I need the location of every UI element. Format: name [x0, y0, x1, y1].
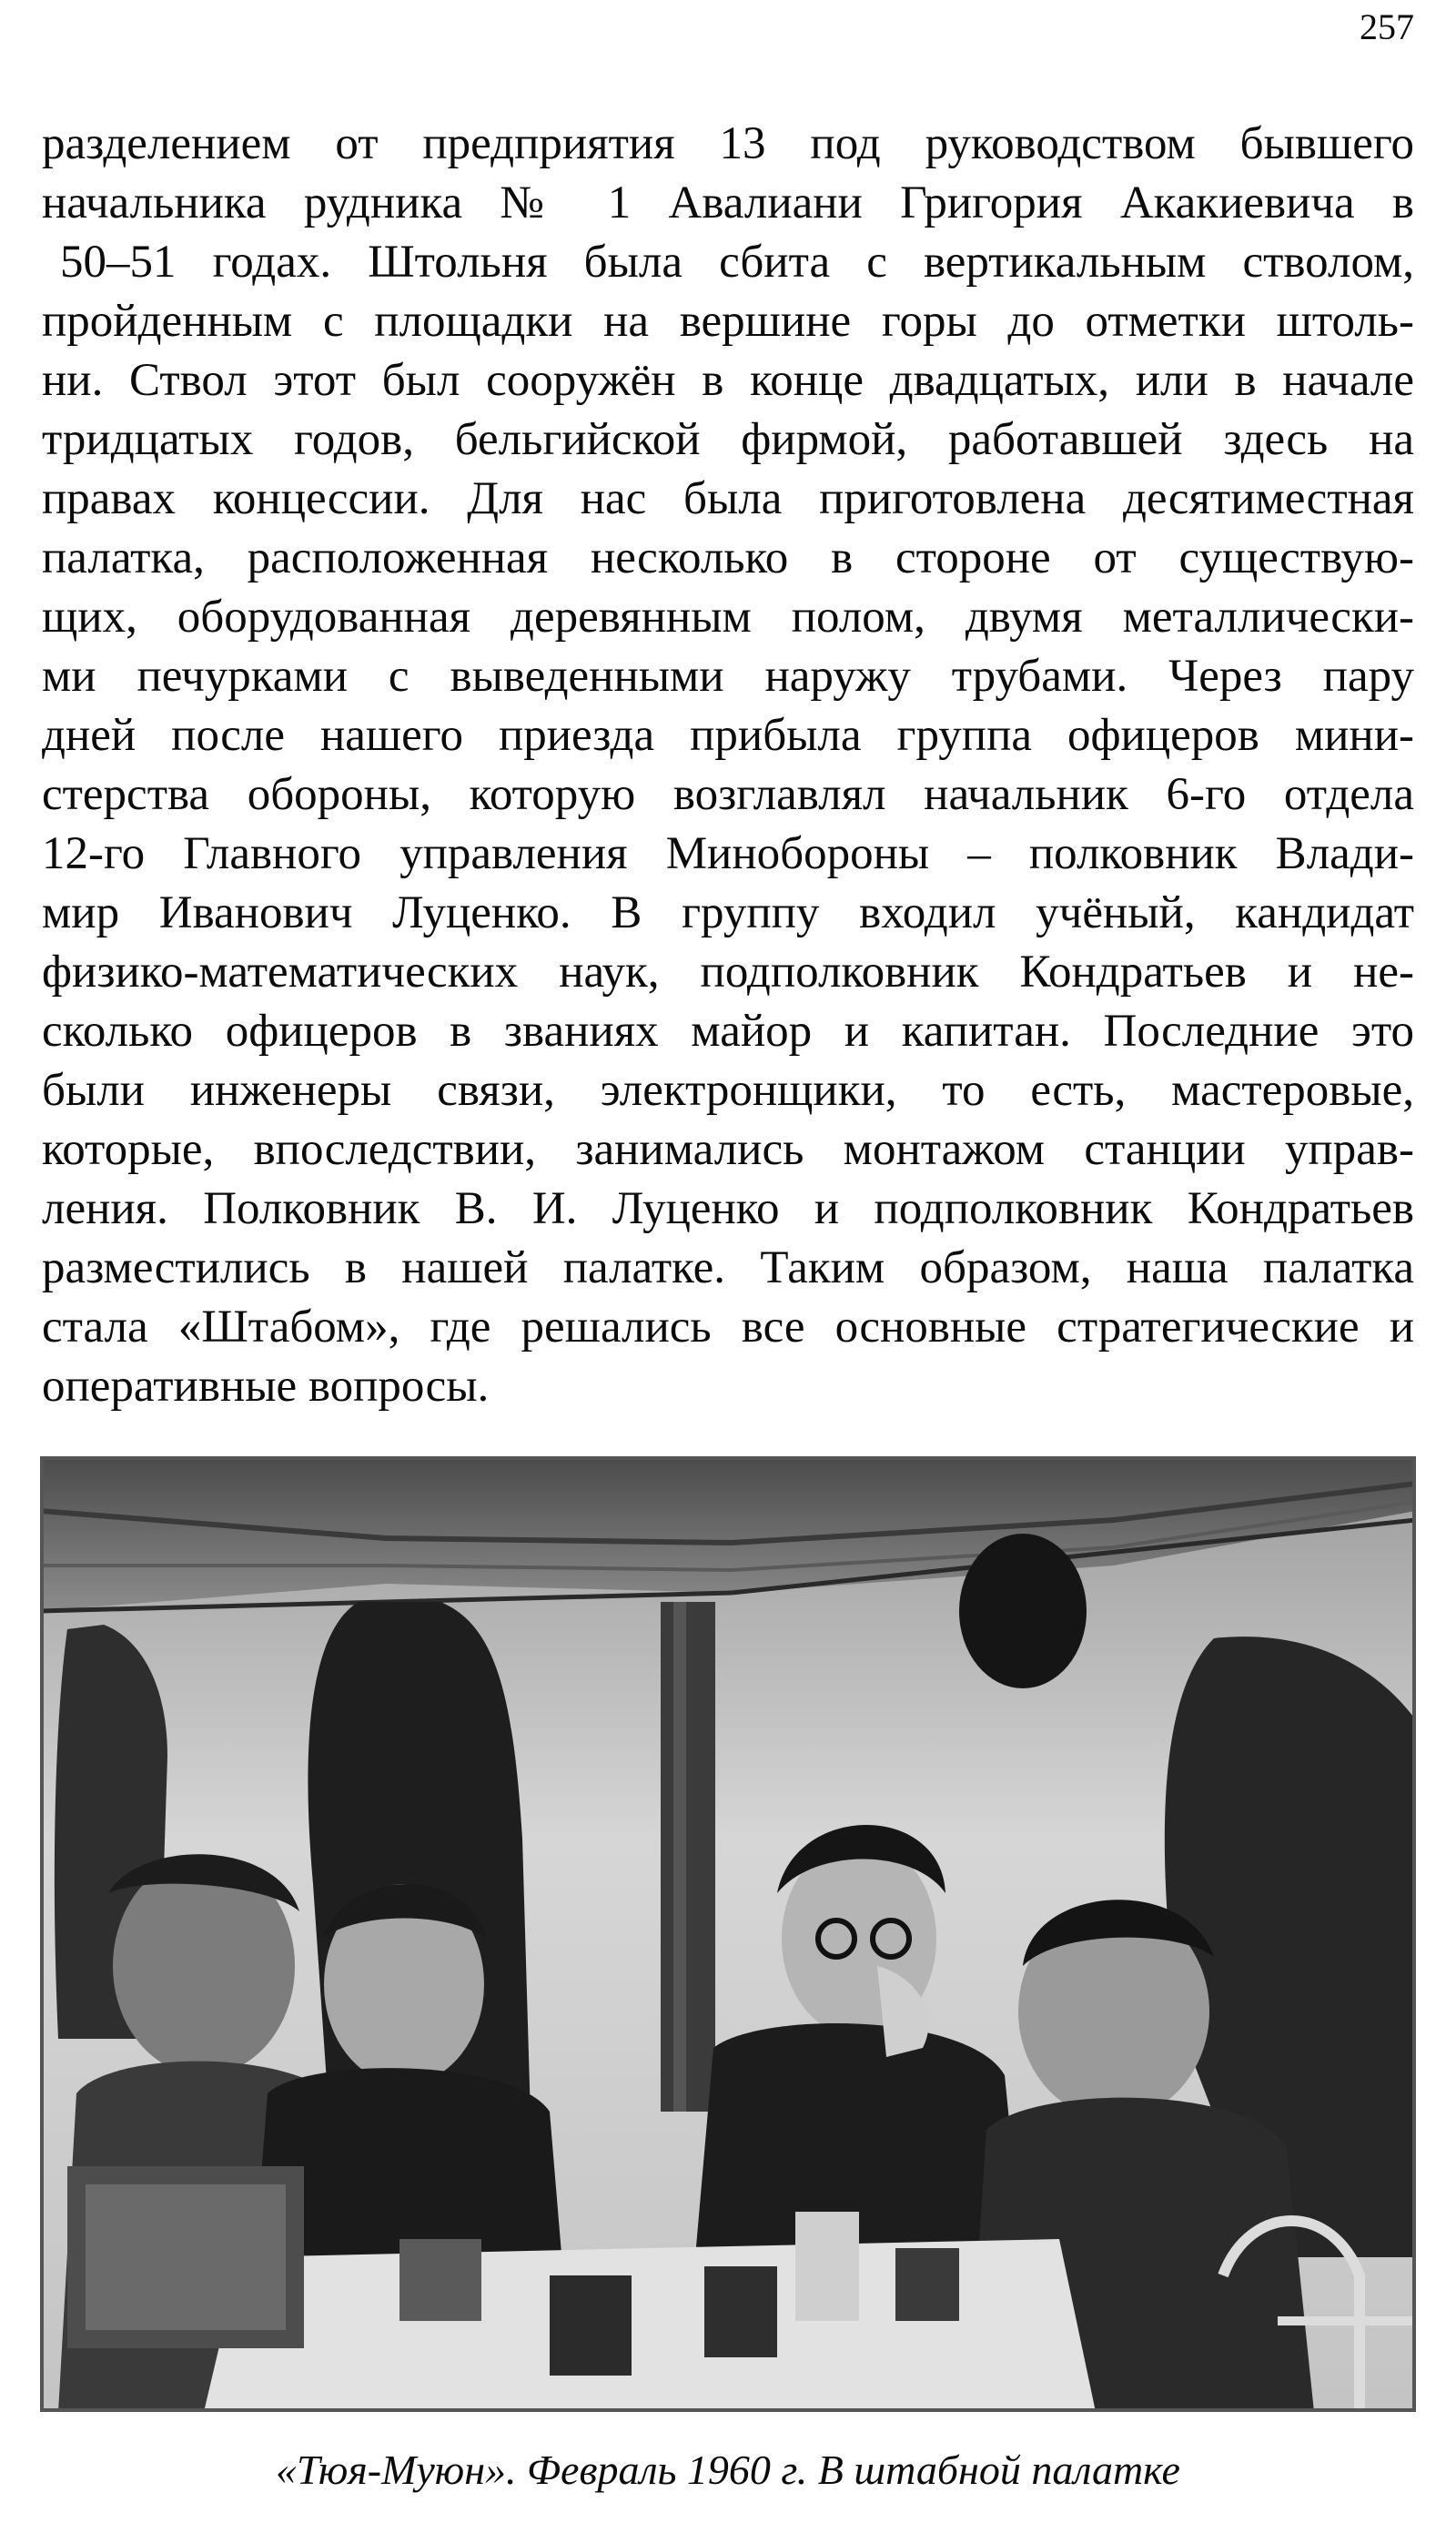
- text-line: стерства обороны, которую возглавлял начальник 6-го отдела: [42, 769, 1414, 820]
- text-line: палатка, расположенная несколько в стороне от существую-: [42, 532, 1414, 583]
- text-line: разделением от предприятия 13 под руководством бывшего: [42, 118, 1414, 169]
- tent-post: [661, 1602, 715, 2112]
- text-line: были инженеры связи, электронщики, то есть, мастеровые,: [42, 1065, 1414, 1116]
- text-line: оперативные вопросы.: [42, 1361, 490, 1412]
- page-number: 257: [1360, 6, 1414, 47]
- text-line: ления. Полковник В. И. Луценко и подполковник Кондратьев: [42, 1183, 1414, 1234]
- text-line: дней после нашего приезда прибыла группа офицеров мини-: [42, 710, 1414, 761]
- text-line: тридцатых годов, бельгийской фирмой, работавшей здесь на: [42, 414, 1414, 465]
- text-line: разместились в нашей палатке. Таким образом, наша палатка: [42, 1242, 1414, 1293]
- text-line: стала «Штабом», где решались все основные стратегические и: [42, 1302, 1414, 1353]
- text-line: 12-го Главного управления Минобороны – полковник Влади-: [42, 828, 1414, 879]
- table: [204, 2239, 1096, 2412]
- text-line: ни. Ствол этот был сооружён в конце двадцатых, или в начале: [42, 355, 1414, 406]
- photo-caption: «Тюя-Муюн». Февраль 1960 г. В штабной палатке: [276, 2447, 1180, 2493]
- text-line: физико-математических наук, подполковник Кондратьев и не-: [42, 947, 1414, 998]
- tent-photo: [40, 1456, 1416, 2412]
- text-line: 50–51 годах. Штольня была сбита с вертикальным стволом,: [60, 237, 1414, 288]
- text-line: сколько офицеров в званиях майор и капитан. Последние это: [42, 1006, 1414, 1057]
- hanging-hat: [959, 1534, 1087, 1688]
- text-line: мир Иванович Луценко. В группу входил учёный, кандидат: [42, 887, 1414, 938]
- text-line: ми печурками с выведенными наружу трубами. Через пару: [42, 651, 1414, 702]
- text-line: пройденным с площадки на вершине горы до отметки штоль-: [42, 296, 1414, 347]
- text-line: щих, оборудованная деревянным полом, двумя металлически-: [42, 592, 1414, 643]
- body-text: [42, 115, 1414, 1416]
- text-line: которые, впоследствии, занимались монтажом станции управ-: [42, 1124, 1414, 1175]
- text-line: правах концессии. Для нас была приготовлена десятиместная: [42, 473, 1414, 524]
- text-line: начальника рудника № 1 Авалиани Григория Акакиевича в: [42, 177, 1414, 228]
